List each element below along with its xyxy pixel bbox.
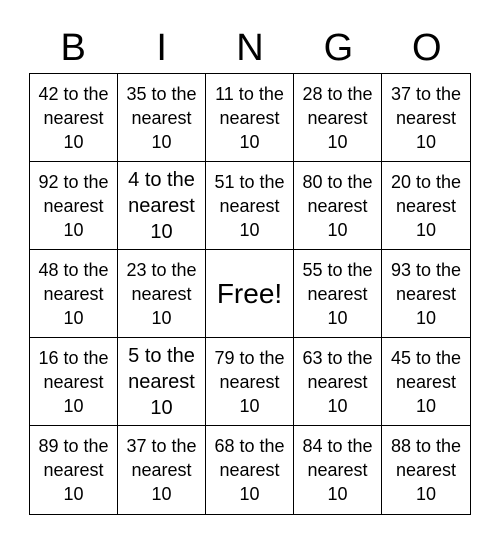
cell-label: 11 to the nearest 10 — [215, 83, 284, 152]
cell-label: 20 to the nearest 10 — [390, 171, 462, 240]
bingo-cell[interactable] — [382, 426, 470, 514]
bingo-cell[interactable] — [30, 74, 118, 162]
cell-label: 84 to the nearest 10 — [302, 436, 373, 504]
cell-label: 4 to the nearest 10 — [128, 168, 195, 243]
bingo-cell[interactable] — [206, 162, 294, 250]
header-letter-b: B — [60, 27, 86, 69]
cell-label: 88 to the nearest 10 — [390, 436, 462, 504]
cell-label: 35 to the nearest 10 — [126, 83, 197, 152]
bingo-cell[interactable] — [382, 74, 470, 162]
cell-label: 51 to the nearest 10 — [214, 171, 285, 240]
cell-label: 42 to the nearest 10 — [38, 83, 109, 152]
cell-label: 89 to the nearest 10 — [38, 436, 109, 504]
cell-label: 37 to the nearest 10 — [126, 436, 197, 504]
cell-label: 45 to the nearest 10 — [390, 347, 462, 416]
bingo-cell[interactable] — [294, 250, 382, 338]
bingo-header — [29, 22, 471, 74]
header-letter-o: O — [412, 27, 442, 69]
cell-label: Free! — [216, 277, 283, 309]
bingo-cell[interactable] — [30, 426, 118, 514]
cell-label: 68 to the nearest 10 — [214, 436, 285, 504]
bingo-cell[interactable] — [294, 162, 382, 250]
cell-label: 5 to the nearest 10 — [128, 344, 195, 419]
bingo-cell[interactable] — [206, 426, 294, 514]
cell-label: 48 to the nearest 10 — [38, 259, 109, 328]
bingo-cell[interactable] — [294, 74, 382, 162]
bingo-cell[interactable] — [294, 338, 382, 426]
bingo-cell[interactable] — [206, 74, 294, 162]
bingo-cell[interactable] — [118, 250, 206, 338]
cell-label: 28 to the nearest 10 — [302, 83, 373, 152]
bingo-cell[interactable] — [118, 338, 206, 426]
bingo-cell[interactable] — [118, 162, 206, 250]
bingo-cell[interactable] — [118, 74, 206, 162]
cell-label: 92 to the nearest 10 — [38, 171, 109, 240]
bingo-cell[interactable] — [382, 250, 470, 338]
cell-label: 55 to the nearest 10 — [302, 259, 373, 328]
bingo-cell[interactable] — [294, 426, 382, 514]
cell-label: 93 to the nearest 10 — [390, 259, 462, 328]
bingo-cell[interactable] — [30, 250, 118, 338]
bingo-cell[interactable] — [30, 338, 118, 426]
cell-label: 63 to the nearest 10 — [302, 347, 373, 416]
header-letter-g: G — [323, 27, 354, 69]
bingo-cell[interactable] — [382, 162, 470, 250]
bingo-cell[interactable] — [118, 426, 206, 514]
free-space-cell[interactable] — [206, 250, 294, 338]
cell-label: 80 to the nearest 10 — [302, 171, 373, 240]
cell-label: 23 to the nearest 10 — [126, 259, 197, 328]
cell-label: 37 to the nearest 10 — [390, 83, 462, 152]
bingo-card — [29, 73, 471, 515]
header-letter-n: N — [236, 27, 264, 69]
header-letter-i: I — [156, 27, 167, 69]
cell-label: 79 to the nearest 10 — [214, 347, 285, 416]
bingo-cell[interactable] — [30, 162, 118, 250]
bingo-cell[interactable] — [382, 338, 470, 426]
cell-label: 16 to the nearest 10 — [38, 347, 109, 416]
bingo-cell[interactable] — [206, 338, 294, 426]
